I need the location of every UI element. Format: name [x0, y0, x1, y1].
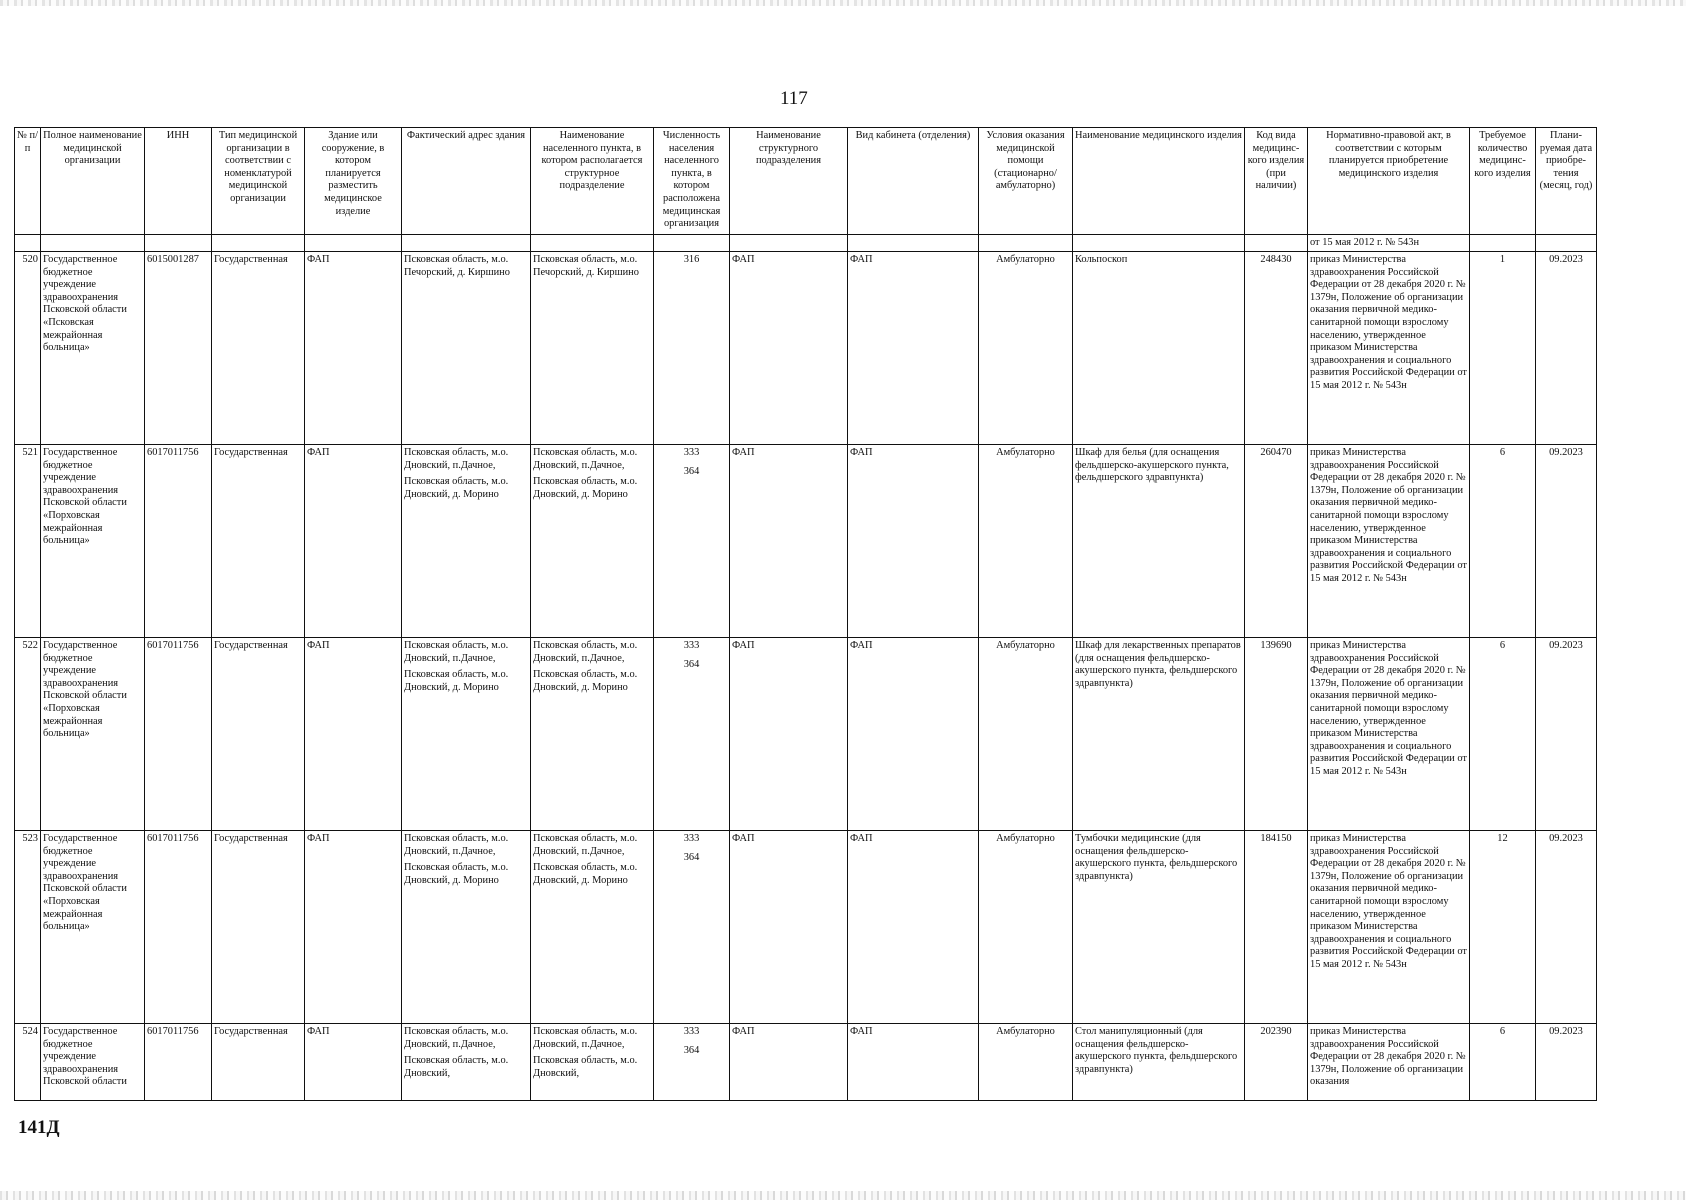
header-cell: № п/п — [15, 128, 41, 235]
header-cell: Наименование населенного пункта, в котором располагается структурное подразделение — [531, 128, 654, 235]
inn: 6017011756 — [145, 831, 212, 1024]
header-cell: Наименование структурного подразделения — [730, 128, 848, 235]
header-cell: Условия оказания медицинской помощи (стационарно/ амбулаторно) — [979, 128, 1073, 235]
device-code: 202390 — [1245, 1024, 1308, 1101]
purchase-date: 09.2023 — [1536, 638, 1597, 831]
header-cell: Численность населения населенного пункта, в котором расположена медицинская организация — [654, 128, 730, 235]
unit: ФАП — [730, 252, 848, 445]
address: Псковская область, м.о. Дновский, п.Дачное, — [404, 640, 509, 664]
page-code: 141Д — [18, 1117, 60, 1138]
header-cell: Полное наименование медицинской организации — [41, 128, 145, 235]
device-code: 184150 — [1245, 831, 1308, 1024]
device-name: Стол манипуляционный (для оснащения фельдшерско-акушерского пункта, фельдшерского здравпункта) — [1073, 1024, 1245, 1101]
header-cell: Код вида медицинс-кого изделия (при наличии) — [1245, 128, 1308, 235]
scan-edge-bottom — [0, 1191, 1686, 1200]
address: Псковская область, м.о. Дновский, д. Морино — [404, 669, 509, 693]
unit: ФАП — [730, 638, 848, 831]
quantity: 6 — [1470, 1024, 1536, 1101]
population: 333 — [683, 833, 700, 844]
address: Псковская область, м.о. Печорский, д. Киршино — [404, 254, 510, 278]
header-cell: Тип медицинской организации в соответствии с номенклатурой медицинской организации — [212, 128, 305, 235]
header-cell: Вид кабинета (отделения) — [848, 128, 979, 235]
row-number: 520 — [15, 252, 41, 445]
population: 316 — [683, 254, 700, 265]
population: 364 — [683, 658, 700, 670]
population: 333 — [683, 640, 700, 651]
population: 333 — [683, 447, 700, 458]
org-name: Государственное бюджетное учреждение здравоохранения Псковской области «Порховская межрайонная больница» — [41, 831, 145, 1024]
inn: 6017011756 — [145, 1024, 212, 1101]
settlement: Псковская область, м.о. Дновский, п.Дачное, — [533, 640, 638, 664]
settlement: Псковская область, м.о. Дновский, п.Дачное, — [533, 1026, 638, 1050]
org-name: Государственное бюджетное учреждение здравоохранения Псковской области «Порховская межрайонная больница» — [41, 638, 145, 831]
population-cell — [654, 445, 730, 638]
population: 364 — [683, 465, 700, 477]
unit: ФАП — [730, 831, 848, 1024]
settlement: Псковская область, м.о. Дновский, п.Дачное, — [533, 833, 638, 857]
row-number: 521 — [15, 445, 41, 638]
table-row — [15, 638, 1597, 831]
settlement-cell — [531, 638, 654, 831]
conditions: Амбулаторно — [979, 831, 1073, 1024]
address-cell — [402, 638, 531, 831]
settlement: Псковская область, м.о. Дновский, д. Морино — [533, 862, 638, 886]
building: ФАП — [305, 831, 402, 1024]
org-type: Государственная — [212, 252, 305, 445]
table-row — [15, 252, 1597, 445]
cabinet: ФАП — [848, 831, 979, 1024]
table-row — [15, 445, 1597, 638]
device-name: Шкаф для лекарственных препаратов (для оснащения фельдшерско-акушерского пункта, фельдшерского здравпункта) — [1073, 638, 1245, 831]
population-cell — [654, 1024, 730, 1101]
org-type: Государственная — [212, 445, 305, 638]
device-code: 139690 — [1245, 638, 1308, 831]
row-number: 524 — [15, 1024, 41, 1101]
org-type: Государственная — [212, 1024, 305, 1101]
building: ФАП — [305, 445, 402, 638]
carryover-text: от 15 мая 2012 г. № 543н — [1308, 235, 1470, 252]
quantity: 6 — [1470, 638, 1536, 831]
purchase-date: 09.2023 — [1536, 445, 1597, 638]
quantity: 6 — [1470, 445, 1536, 638]
device-code: 260470 — [1245, 445, 1308, 638]
settlement-cell — [531, 445, 654, 638]
conditions: Амбулаторно — [979, 445, 1073, 638]
population-cell — [654, 831, 730, 1024]
inn: 6017011756 — [145, 638, 212, 831]
conditions: Амбулаторно — [979, 638, 1073, 831]
table-header-row — [15, 128, 1597, 235]
device-name: Кольпоскоп — [1073, 252, 1245, 445]
legal-act: приказ Министерства здравоохранения Российской Федерации от 28 декабря 2020 г. № 1379н, Положение об организации оказания первичной медико-санитарной помощи взрослому населению, утвержденное приказом Министерства здравоохранения и социального развития Российской Федерации от 15 мая 2012 г. № 543н — [1308, 252, 1470, 445]
purchase-date: 09.2023 — [1536, 1024, 1597, 1101]
row-number: 522 — [15, 638, 41, 831]
settlement-cell — [531, 252, 654, 445]
settlement-cell — [531, 1024, 654, 1101]
header-cell: Нормативно-правовой акт, в соответствии с которым планируется приобретение медицинского изделия — [1308, 128, 1470, 235]
org-name: Государственное бюджетное учреждение здравоохранения Псковской области «Псковская межрайонная больница» — [41, 252, 145, 445]
settlement: Псковская область, м.о. Дновский, — [533, 1055, 638, 1079]
cabinet: ФАП — [848, 445, 979, 638]
scan-edge-top — [0, 0, 1686, 6]
inn: 6017011756 — [145, 445, 212, 638]
header-cell: Требуемое количество медицинс-кого изделия — [1470, 128, 1536, 235]
legal-act: приказ Министерства здравоохранения Российской Федерации от 28 декабря 2020 г. № 1379н, Положение об организации оказания первичной медико-санитарной помощи взрослому населению, утвержденное приказом Министерства здравоохранения и социального развития Российской Федерации от 15 мая 2012 г. № 543н — [1308, 831, 1470, 1024]
building: ФАП — [305, 638, 402, 831]
settlement: Псковская область, м.о. Дновский, п.Дачное, — [533, 447, 638, 471]
unit: ФАП — [730, 445, 848, 638]
address: Псковская область, м.о. Дновский, п.Дачное, — [404, 1026, 509, 1050]
org-name: Государственное бюджетное учреждение здравоохранения Псковской области — [41, 1024, 145, 1101]
cabinet: ФАП — [848, 638, 979, 831]
population: 364 — [683, 851, 700, 863]
purchase-date: 09.2023 — [1536, 252, 1597, 445]
cabinet: ФАП — [848, 1024, 979, 1101]
address: Псковская область, м.о. Дновский, п.Дачное, — [404, 833, 509, 857]
device-name: Шкаф для белья (для оснащения фельдшерско-акушерского пункта, фельдшерского здравпункта) — [1073, 445, 1245, 638]
header-cell: Плани-руемая дата приобре-тения (месяц, год) — [1536, 128, 1597, 235]
address-cell — [402, 252, 531, 445]
settlement: Псковская область, м.о. Дновский, д. Морино — [533, 669, 638, 693]
header-cell: Наименование медицинского изделия — [1073, 128, 1245, 235]
row-number: 523 — [15, 831, 41, 1024]
device-code: 248430 — [1245, 252, 1308, 445]
org-type: Государственная — [212, 831, 305, 1024]
org-name: Государственное бюджетное учреждение здравоохранения Псковской области «Порховская межрайонная больница» — [41, 445, 145, 638]
population-cell — [654, 638, 730, 831]
header-cell: ИНН — [145, 128, 212, 235]
address-cell — [402, 1024, 531, 1101]
device-name: Тумбочки медицинские (для оснащения фельдшерско-акушерского пункта, фельдшерского здравпункта) — [1073, 831, 1245, 1024]
settlement: Псковская область, м.о. Печорский, д. Киршино — [533, 254, 639, 278]
header-cell: Здание или сооружение, в котором планируется разместить медицинское изделие — [305, 128, 402, 235]
address: Псковская область, м.о. Дновский, д. Морино — [404, 862, 509, 886]
address: Псковская область, м.о. Дновский, п.Дачное, — [404, 447, 509, 471]
purchase-date: 09.2023 — [1536, 831, 1597, 1024]
building: ФАП — [305, 252, 402, 445]
population: 364 — [683, 1044, 700, 1056]
legal-act: приказ Министерства здравоохранения Российской Федерации от 28 декабря 2020 г. № 1379н, Положение об организации оказания первичной медико-санитарной помощи взрослому населению, утвержденное приказом Министерства здравоохранения и социального развития Российской Федерации от 15 мая 2012 г. № 543н — [1308, 445, 1470, 638]
cabinet: ФАП — [848, 252, 979, 445]
address: Псковская область, м.о. Дновский, — [404, 1055, 509, 1079]
legal-act: приказ Министерства здравоохранения Российской Федерации от 28 декабря 2020 г. № 1379н, Положение об организации оказания первичной медико-санитарной помощи взрослому населению, утвержденное приказом Министерства здравоохранения и социального развития Российской Федерации от 15 мая 2012 г. № 543н — [1308, 638, 1470, 831]
building: ФАП — [305, 1024, 402, 1101]
address-cell — [402, 445, 531, 638]
population-cell — [654, 252, 730, 445]
address-cell — [402, 831, 531, 1024]
register-table — [14, 127, 1597, 1101]
org-type: Государственная — [212, 638, 305, 831]
carryover-row — [15, 235, 1597, 252]
conditions: Амбулаторно — [979, 1024, 1073, 1101]
quantity: 1 — [1470, 252, 1536, 445]
conditions: Амбулаторно — [979, 252, 1073, 445]
quantity: 12 — [1470, 831, 1536, 1024]
table-row — [15, 1024, 1597, 1101]
header-cell: Фактический адрес здания — [402, 128, 531, 235]
address: Псковская область, м.о. Дновский, д. Морино — [404, 476, 509, 500]
table-row — [15, 831, 1597, 1024]
settlement: Псковская область, м.о. Дновский, д. Морино — [533, 476, 638, 500]
settlement-cell — [531, 831, 654, 1024]
population: 333 — [683, 1026, 700, 1037]
legal-act: приказ Министерства здравоохранения Российской Федерации от 28 декабря 2020 г. № 1379н, Положение об организации оказания — [1308, 1024, 1470, 1101]
inn: 6015001287 — [145, 252, 212, 445]
page-number: 117 — [780, 88, 808, 109]
unit: ФАП — [730, 1024, 848, 1101]
